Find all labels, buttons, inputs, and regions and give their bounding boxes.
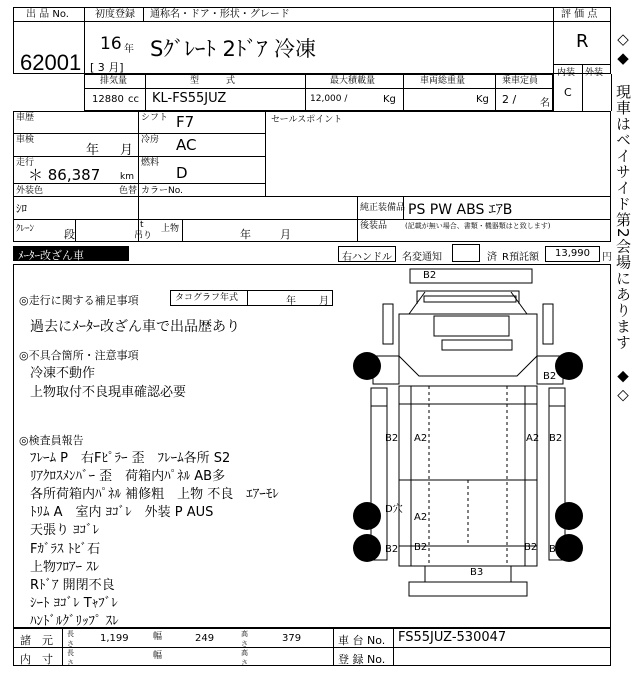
inspector-line: ﾌﾚｰﾑ P 右Fﾋﾟﾗｰ 歪 ﾌﾚｰﾑ各所 S2 <box>30 451 231 466</box>
ac-value: AC <box>176 136 197 154</box>
reg-year: 16 <box>100 34 122 54</box>
color-value: ｼﾛ <box>16 202 27 215</box>
score-label: 評 価 点 <box>561 9 598 20</box>
interior-label: 内装 <box>557 68 576 78</box>
capacity-unit: 名 <box>540 98 550 109</box>
model-name: Sｸﾞﾚｰﾄ 2ﾄﾞｱ 冷凍 <box>150 37 317 61</box>
after-market-label: 後装品 <box>360 221 388 231</box>
mark-bottom: B3 <box>470 567 484 578</box>
mark-left-mid: B2 <box>385 433 399 444</box>
crane-label: ｸﾚｰﾝ <box>16 224 35 234</box>
defect-line: 上物取付不良現車確認必要 <box>30 385 187 400</box>
inner-width-label: 幅 <box>153 651 163 661</box>
inspector-line: 上物ﾌﾛｱｰ ｽﾚ <box>30 560 100 575</box>
mileage-value: ＊ 86,387 <box>28 166 101 184</box>
mileage-label: 走行 <box>16 158 35 168</box>
width-value: 249 <box>195 633 215 644</box>
displacement: 12880 <box>92 94 124 105</box>
ac-label: 冷房 <box>141 135 160 145</box>
history-label: 車歴 <box>16 113 35 123</box>
equipment-value: PS PW ABS ｴｱB <box>408 202 513 218</box>
inspector-line: ｼｰﾄ ﾖｺﾞﾚ Tｬﾌﾞﾚ <box>30 596 118 611</box>
exterior-label: 外装 <box>585 68 604 78</box>
mark-left-lower2: A2 <box>414 512 428 523</box>
reg-year-unit: 年 <box>124 44 134 55</box>
name-label: 通称名・ドア・形状・グレード <box>150 9 290 20</box>
defect-heading: ◎不具合箇所・注意事項 <box>19 349 139 362</box>
displacement-label: 排気量 <box>100 76 128 86</box>
capacity: 2 / <box>502 93 517 106</box>
inspector-line: 各所荷箱内ﾊﾟﾈﾙ 補修粗 上物 不良 ｴｱｰﾓﾚ <box>30 487 279 502</box>
tacho-label: タコグラフ年式 <box>175 293 239 303</box>
upper-label: 上物 <box>161 224 180 234</box>
mark-right-mid: A2 <box>526 433 540 444</box>
interior-score: C <box>564 86 572 99</box>
lot-label: 出 品 No. <box>26 9 69 20</box>
mark-right-bottom2: B2 <box>549 544 563 555</box>
inspector-line: ﾘｱｸﾛｽﾒﾝﾊﾞｰ 歪 荷箱内ﾊﾟﾈﾙ AB多 <box>30 469 226 484</box>
lot-number: 62001 <box>20 50 82 75</box>
upper-year: 年 <box>240 228 251 241</box>
fuel-value: D <box>176 164 188 182</box>
dims-label: 諸 元 <box>20 634 53 647</box>
height-value: 379 <box>282 633 302 644</box>
tacho-month: 月 <box>319 296 329 307</box>
steering-value: 右ハンドル <box>342 252 392 263</box>
inspector-line: Rﾄﾞｱ 開閉不良 <box>30 578 115 593</box>
model-type: KL-FS55JUZ <box>152 91 227 106</box>
driving-line: 過去にﾒｰﾀｰ改ざん車で出品歴あり <box>30 319 240 335</box>
mark-left-bottom: B2 <box>385 544 399 555</box>
inspection-label: 車検 <box>16 135 35 145</box>
inspection-month-unit: 月 <box>120 143 134 158</box>
mark-right-mid2: B2 <box>549 433 563 444</box>
crane-ton: t <box>140 220 144 230</box>
name-change-label: 名変通知 <box>402 252 442 263</box>
inspection-year-unit: 年 <box>86 143 100 158</box>
inspector-line: ﾄﾘﾑ A 室内 ﾖｺﾞﾚ 外装 P AUS <box>30 505 214 520</box>
mark-left-lower: D穴 <box>385 504 403 515</box>
fuel-label: 燃料 <box>141 158 160 168</box>
name-change-box <box>452 244 480 262</box>
mark-left-bottom2: B2 <box>414 542 428 553</box>
inspector-heading: ◎検査員報告 <box>19 434 84 447</box>
displacement-unit: cc <box>128 94 139 105</box>
sales-point-label: セールスポイント <box>271 115 343 125</box>
gross-unit: Kg <box>476 94 489 105</box>
yen-label: 円 <box>602 252 612 263</box>
inner-label: 内 寸 <box>20 653 53 666</box>
color-change-label: 色替 <box>119 186 138 196</box>
shift-value: F7 <box>176 113 195 131</box>
upper-month: 月 <box>280 228 291 241</box>
max-load-unit: Kg <box>383 94 396 105</box>
mileage-unit: km <box>120 172 134 182</box>
recycle-done: 済 <box>487 252 497 263</box>
inspector-line: Fｶﾞﾗｽ ﾄﾋﾞ石 <box>30 542 101 557</box>
max-load: 12,000 / <box>310 94 348 104</box>
defect-line: 冷凍不動作 <box>30 366 96 381</box>
recycle-fee: 13,990 <box>555 248 590 259</box>
inner-height-label: 高さ <box>241 649 248 667</box>
mark-top: B2 <box>423 270 437 281</box>
inner-length-label: 長さ <box>67 649 74 667</box>
after-market-note: (記載が無い場合、書類・機器類はと致します) <box>405 222 551 230</box>
reg-label: 登 録 No. <box>338 653 386 666</box>
side-banner: ◇◆ 現車はベイサイド第2会場にあります ◆◇ <box>614 30 632 405</box>
crane-hook: 吊り <box>134 231 153 241</box>
crane-stage: 段 <box>64 228 75 241</box>
model-type-label: 型 式 <box>190 76 236 86</box>
equipment-label: 純正装備品 <box>360 203 406 213</box>
reg-month: [ 3 月] <box>90 61 124 74</box>
length-label: 長さ <box>67 630 74 648</box>
color-label: 外装色 <box>16 186 44 196</box>
mark-right-upper: B2 <box>543 371 557 382</box>
width-label: 幅 <box>153 632 163 642</box>
gross-weight-label: 車両総重量 <box>420 76 466 86</box>
shift-label: シフト <box>141 113 169 123</box>
tampered-text: ﾒｰﾀｰ改ざん車 <box>18 249 84 262</box>
mark-left-mid2: A2 <box>414 433 428 444</box>
recycle-fee-label: R預託額 <box>502 252 539 263</box>
length-value: 1,199 <box>100 633 129 644</box>
score-value: R <box>576 31 589 52</box>
first-reg-label: 初度登録 <box>95 9 135 20</box>
mark-right-bottom: B2 <box>524 542 538 553</box>
driving-heading: ◎走行に関する補足事項 <box>19 294 139 307</box>
max-load-label: 最大積載量 <box>330 76 376 86</box>
inspector-line: ﾊﾝﾄﾞﾙｸﾞﾘｯﾌﾟ ｽﾚ <box>30 614 119 629</box>
chassis-label: 車 台 No. <box>338 634 386 647</box>
chassis-value: FS55JUZ-530047 <box>398 630 507 645</box>
height-label: 高さ <box>241 630 248 648</box>
capacity-label: 乗車定員 <box>502 76 539 86</box>
color-number-label: カラーNo. <box>141 186 183 196</box>
tacho-year: 年 <box>286 296 296 307</box>
inspector-line: 天張り ﾖｺﾞﾚ <box>30 523 100 538</box>
